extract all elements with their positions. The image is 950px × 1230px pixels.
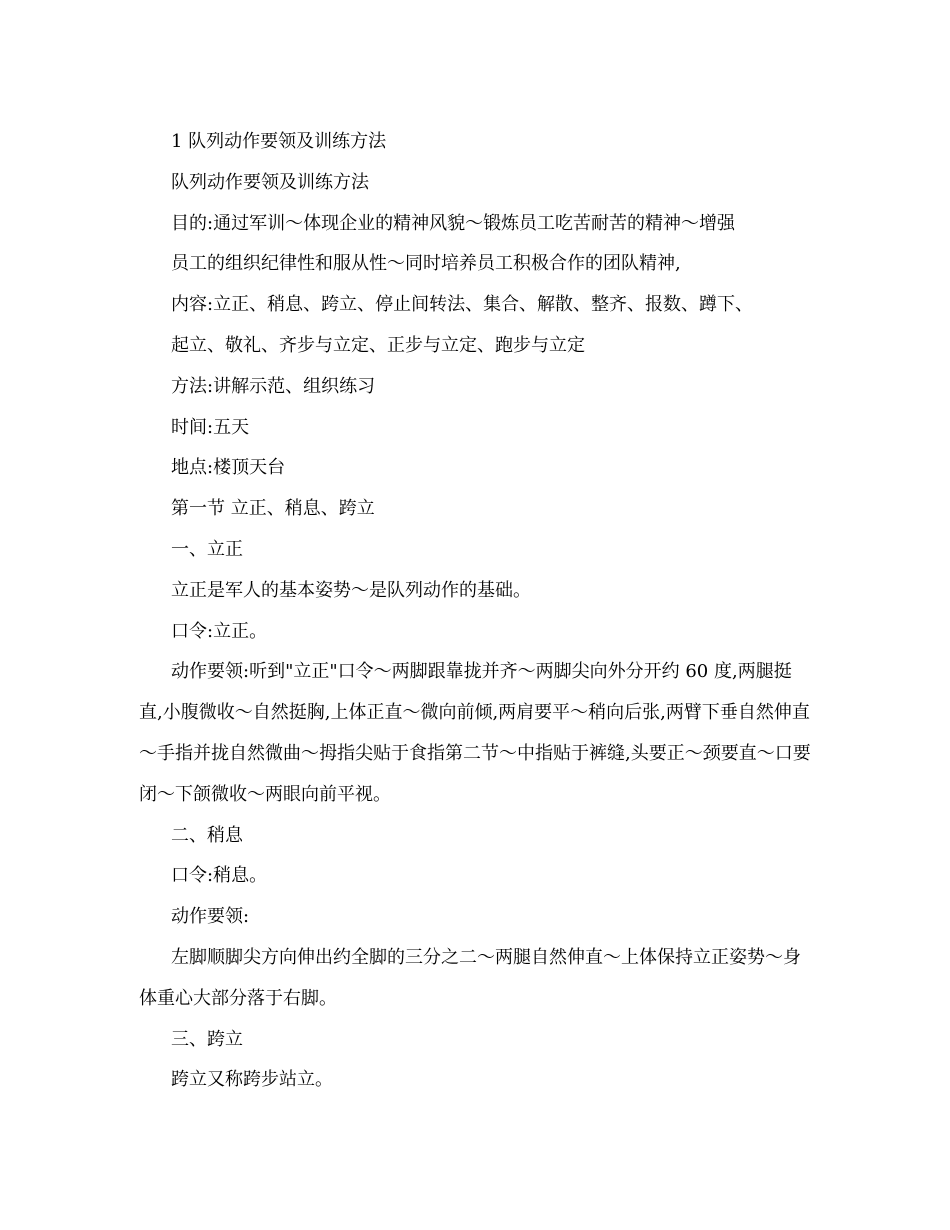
- document-body: [139, 122, 811, 1101]
- at-ease-essentials-label: 动作要领:: [171, 906, 250, 928]
- attention-description: 立正是军人的基本姿势～是队列动作的基础。: [171, 579, 531, 601]
- parade-rest-description: 跨立又称跨步站立。: [171, 1069, 333, 1091]
- heading-title-numbered: 1 队列动作要领及训练方法: [171, 131, 387, 152]
- subheading-attention: 一、立正: [171, 538, 243, 560]
- subheading-at-ease: 二、稍息: [171, 824, 243, 846]
- time-line: 时间:五天: [171, 416, 250, 438]
- purpose-line-1: 目的:通过军训～体现企业的精神风貌～锻炼员工吃苦耐苦的精神～增强: [171, 212, 736, 234]
- attention-essentials: 动作要领:听到"立正"口令～两脚跟靠拢并齐～两脚尖向外分开约 60 度,两腿挺直,小腹微收～自然挺胸,上体正直～微向前倾,两肩要平～稍向后张,两臂下垂自然伸直～手指并拢自然微曲～拇指尖贴于食指第二节～中指贴于裤缝,头要正～颈要直～口要闭～下颌微收～两眼向前平视。: [139, 661, 811, 805]
- at-ease-command: 口令:稍息。: [171, 865, 268, 887]
- content-line-1: 内容:立正、稍息、跨立、停止间转法、集合、解散、整齐、报数、蹲下、: [171, 294, 754, 316]
- heading-title: 队列动作要领及训练方法: [171, 171, 369, 193]
- method-line: 方法:讲解示范、组织练习: [171, 375, 376, 397]
- purpose-line-2: 员工的组织纪律性和服从性～同时培养员工积极合作的团队精神,: [171, 253, 681, 275]
- attention-command: 口令:立正。: [171, 620, 268, 642]
- section-heading: 第一节 立正、稍息、跨立: [171, 498, 375, 520]
- location-line: 地点:楼顶天台: [171, 457, 286, 479]
- subheading-parade-rest: 三、跨立: [171, 1028, 243, 1050]
- content-line-2: 起立、敬礼、齐步与立定、正步与立定、跑步与立定: [171, 334, 585, 356]
- at-ease-essentials: 左脚顺脚尖方向伸出约全脚的三分之二～两腿自然伸直～上体保持立正姿势～身体重心大部分落于右脚。: [139, 946, 801, 1009]
